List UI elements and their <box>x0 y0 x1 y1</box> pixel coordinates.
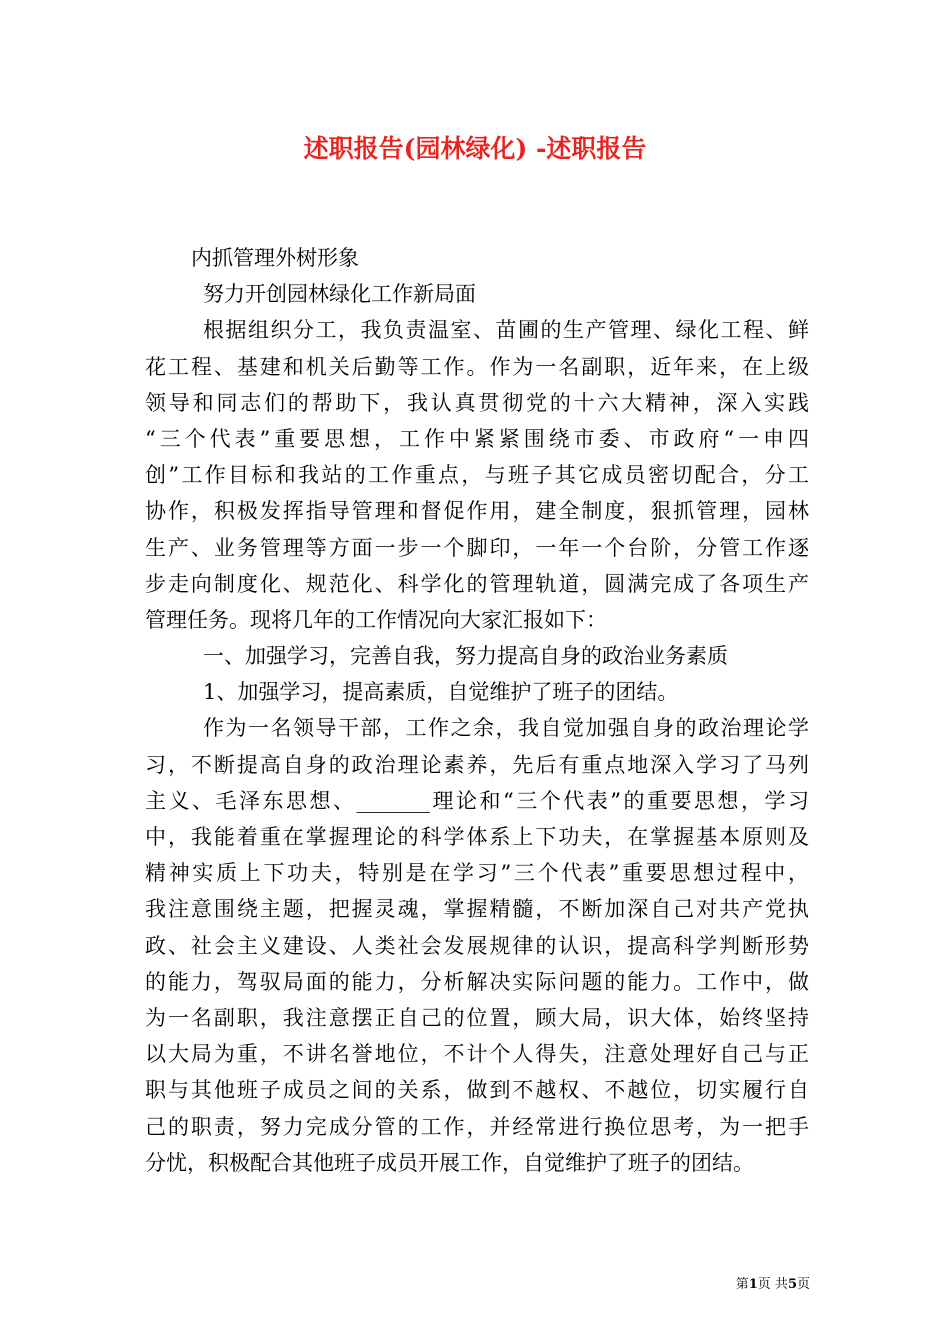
paragraph-line: 政、社会主义建设、人类社会发展规律的认识，提高科学判断形势 <box>145 933 809 958</box>
paragraph-line: 步走向制度化、规范化、科学化的管理轨道，圆满完成了各项生产 <box>145 571 809 596</box>
paragraph-line: 中，我能着重在掌握理论的科学体系上下功夫，在掌握基本原则及 <box>145 825 809 849</box>
paragraph-line: 己的职责，努力完成分管的工作，并经常进行换位思考，为一把手 <box>145 1114 809 1139</box>
paragraph-line: 协作，积极发挥指导管理和督促作用，建全制度，狠抓管理，园林 <box>145 499 809 524</box>
paragraph-line: 精神实质上下功夫，特别是在学习”三个代表”重要思想过程中， <box>145 861 809 886</box>
page-current: 1 <box>748 1277 758 1292</box>
page-middle: 页 共 <box>757 1277 788 1292</box>
subsection-heading: 1、加强学习，提高素质，自觉维护了班子的团结。 <box>203 680 679 705</box>
paragraph-line: 管理任务。现将几年的工作情况向大家汇报如下： <box>145 607 607 632</box>
paragraph-line: 花工程、基建和机关后勤等工作。作为一名副职，近年来，在上级 <box>145 354 809 379</box>
paragraph-line: 为一名副职，我注意摆正自己的位置，顾大局，识大体，始终坚持 <box>145 1005 809 1030</box>
document-title: 述职报告(园林绿化) -述职报告 <box>303 134 647 163</box>
paragraph-line: 生产、业务管理等方面一步一个脚印，一年一个台阶，分管工作逐 <box>145 535 809 560</box>
paragraph-line: 习，不断提高自身的政治理论素养，先后有重点地深入学习了马列 <box>145 752 809 777</box>
paragraph-line: 以大局为重，不讲名誉地位，不计个人得失，注意处理好自己与正 <box>145 1042 809 1067</box>
heading-line-1: 内抓管理外树形象 <box>191 246 359 270</box>
paragraph-line: 作为一名领导干部，工作之余，我自觉加强自身的政治理论学 <box>203 716 809 741</box>
paragraph-line: 领导和同志们的帮助下，我认真贯彻党的十六大精神，深入实践 <box>145 390 809 415</box>
heading-line-2: 努力开创园林绿化工作新局面 <box>203 282 476 307</box>
paragraph-line: “三个代表”重要思想，工作中紧紧围绕市委、市政府“一申四 <box>145 426 809 451</box>
paragraph-line: 我注意围绕主题，把握灵魂，掌握精髓，不断加深自己对共产党执 <box>145 897 809 922</box>
paragraph-line: 根据组织分工，我负责温室、苗圃的生产管理、绿化工程、鲜 <box>203 318 809 343</box>
page-prefix: 第 <box>735 1277 749 1292</box>
paragraph-line: 创”工作目标和我站的工作重点，与班子其它成员密切配合，分工 <box>145 463 809 488</box>
document-body <box>145 240 809 1181</box>
page-total: 5 <box>787 1277 797 1292</box>
paragraph-line: 职与其他班子成员之间的关系，做到不越权、不越位，切实履行自 <box>145 1078 809 1103</box>
page-number-footer <box>700 1276 810 1294</box>
page-suffix: 页 <box>796 1277 810 1292</box>
paragraph-line: 的能力，驾驭局面的能力，分析解决实际问题的能力。工作中，做 <box>145 969 809 994</box>
paragraph-line: 主义、毛泽东思想、_______理论和“三个代表”的重要思想，学习 <box>145 788 809 813</box>
section-heading: 一、加强学习，完善自我，努力提高自身的政治业务素质 <box>203 644 728 669</box>
paragraph-line: 分忧，积极配合其他班子成员开展工作，自觉维护了班子的团结。 <box>145 1150 754 1175</box>
